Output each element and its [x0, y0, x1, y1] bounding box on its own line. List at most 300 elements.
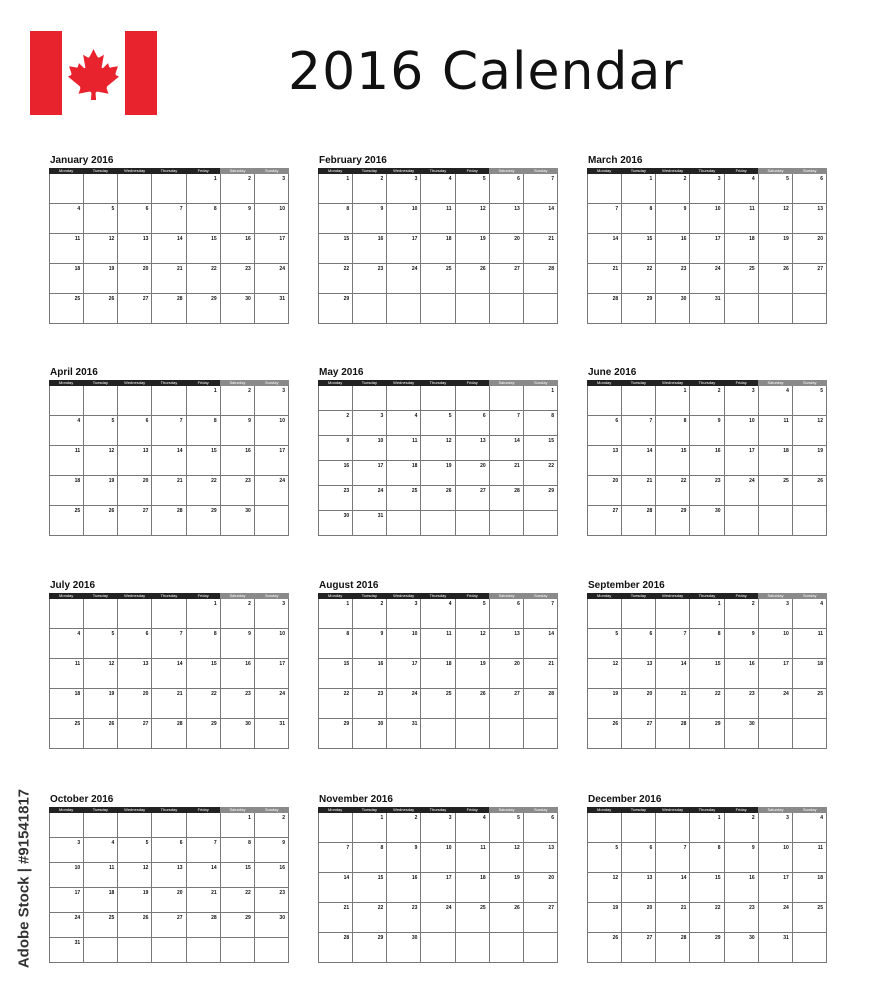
day-cell — [84, 838, 118, 863]
day-number: 10 — [279, 206, 285, 212]
day-cell — [490, 486, 524, 511]
day-cell — [656, 416, 690, 446]
day-number: 15 — [211, 236, 217, 242]
day-cell — [490, 264, 524, 294]
day-number: 11 — [74, 448, 81, 454]
weekday-header: Thursday — [152, 380, 186, 386]
day-cell — [187, 476, 221, 506]
day-cell — [793, 506, 827, 536]
day-number: 29 — [211, 508, 217, 514]
day-cell — [50, 689, 84, 719]
day-cell — [622, 659, 656, 689]
weekday-header: Tuesday — [83, 807, 117, 813]
day-number: 24 — [411, 266, 418, 272]
day-cell — [656, 386, 690, 416]
day-number: 25 — [446, 691, 452, 697]
day-number: 18 — [817, 661, 823, 667]
day-cell — [656, 476, 690, 506]
day-number: 13 — [514, 206, 520, 212]
day-cell — [622, 446, 656, 476]
day-number: 5 — [482, 176, 486, 182]
day-number: 7 — [346, 845, 350, 851]
day-number: 3 — [786, 815, 789, 821]
day-number: 15 — [343, 661, 350, 667]
day-cell — [690, 264, 724, 294]
day-number: 7 — [683, 631, 687, 637]
day-cell — [490, 659, 524, 689]
day-cell — [152, 204, 186, 234]
day-number: 20 — [177, 890, 183, 896]
day-number: 14 — [680, 661, 687, 667]
day-cell — [725, 629, 759, 659]
day-cell — [50, 863, 84, 888]
weekday-header: Saturday — [220, 168, 254, 174]
day-number: 20 — [817, 236, 823, 242]
day-cell — [524, 294, 558, 324]
day-cell — [725, 174, 759, 204]
day-cell — [152, 506, 186, 536]
flag-band-right — [125, 31, 157, 115]
day-cell — [759, 294, 793, 324]
day-cell — [387, 719, 421, 749]
day-cell — [387, 264, 421, 294]
month-title: October 2016 — [50, 794, 114, 805]
day-number: 23 — [749, 905, 755, 911]
day-number: 21 — [177, 266, 183, 272]
day-number: 10 — [749, 418, 755, 424]
day-number: 13 — [142, 448, 149, 454]
day-cell — [456, 719, 490, 749]
day-number: 4 — [77, 418, 81, 424]
day-number: 24 — [783, 905, 789, 911]
day-number: 7 — [179, 206, 183, 212]
day-cell — [456, 461, 490, 486]
day-cell — [524, 903, 558, 933]
day-cell — [725, 416, 759, 446]
day-number: 31 — [783, 935, 789, 941]
month-title: July 2016 — [50, 580, 96, 591]
day-cell — [118, 629, 152, 659]
day-cell — [353, 386, 387, 411]
day-cell — [387, 411, 421, 436]
day-cell — [319, 294, 353, 324]
day-number: 4 — [77, 206, 81, 212]
day-number: 21 — [177, 478, 183, 484]
day-number: 14 — [177, 448, 183, 454]
day-number: 14 — [548, 206, 554, 212]
day-number: 24 — [74, 915, 81, 921]
day-cell — [50, 174, 84, 204]
day-cell — [524, 511, 558, 536]
day-number: 1 — [717, 601, 721, 607]
weekday-header: Monday — [49, 168, 83, 174]
day-number: 10 — [715, 206, 721, 212]
day-number: 29 — [343, 296, 350, 302]
day-cell — [221, 888, 255, 913]
day-cell — [490, 689, 524, 719]
day-cell — [319, 461, 353, 486]
weekday-header: Friday — [724, 807, 758, 813]
day-cell — [187, 719, 221, 749]
day-number: 7 — [179, 418, 183, 424]
day-cell — [524, 436, 558, 461]
day-number: 11 — [749, 206, 755, 212]
day-cell — [793, 476, 827, 506]
day-cell — [118, 476, 152, 506]
day-number: 4 — [482, 815, 486, 821]
day-number: 7 — [179, 631, 183, 637]
day-number: 13 — [817, 206, 823, 212]
day-cell — [759, 446, 793, 476]
day-number: 25 — [480, 905, 486, 911]
day-cell — [187, 204, 221, 234]
day-number: 26 — [612, 721, 619, 727]
day-number: 12 — [817, 418, 823, 424]
weekday-header: Sunday — [524, 168, 558, 174]
day-cell — [456, 843, 490, 873]
day-number: 1 — [213, 176, 217, 182]
weekday-header: Tuesday — [352, 380, 386, 386]
day-cell — [387, 386, 421, 411]
day-cell — [793, 843, 827, 873]
day-cell — [118, 689, 152, 719]
day-number: 18 — [74, 691, 81, 697]
day-number: 17 — [446, 875, 452, 881]
weekday-header: Sunday — [255, 593, 289, 599]
day-cell — [50, 813, 84, 838]
day-cell — [690, 599, 724, 629]
day-number: 18 — [108, 890, 115, 896]
day-cell — [221, 838, 255, 863]
day-cell — [152, 294, 186, 324]
day-number: 29 — [343, 721, 350, 727]
day-cell — [588, 386, 622, 416]
day-cell — [421, 264, 455, 294]
day-cell — [353, 204, 387, 234]
day-number: 18 — [783, 448, 789, 454]
day-number: 10 — [74, 865, 81, 871]
day-number: 14 — [177, 661, 183, 667]
day-number: 18 — [411, 463, 418, 469]
day-cell — [524, 629, 558, 659]
day-number: 9 — [282, 840, 285, 846]
day-cell — [456, 436, 490, 461]
day-cell — [255, 888, 289, 913]
day-number: 30 — [749, 721, 755, 727]
day-number: 25 — [108, 915, 115, 921]
day-cell — [84, 938, 118, 963]
day-cell — [690, 659, 724, 689]
day-cell — [50, 719, 84, 749]
day-number: 3 — [77, 840, 81, 846]
day-number: 21 — [211, 890, 217, 896]
day-number: 6 — [179, 840, 183, 846]
day-number: 7 — [551, 176, 554, 182]
day-number: 8 — [683, 418, 687, 424]
day-number: 11 — [446, 631, 452, 637]
day-cell — [84, 659, 118, 689]
day-cell — [221, 264, 255, 294]
day-number: 17 — [411, 661, 418, 667]
day-number: 10 — [411, 206, 418, 212]
day-cell — [490, 933, 524, 963]
weekday-header: Sunday — [793, 593, 827, 599]
day-number: 6 — [615, 418, 619, 424]
day-number: 24 — [411, 691, 418, 697]
day-number: 3 — [751, 388, 755, 394]
day-cell — [152, 446, 186, 476]
day-cell — [524, 813, 558, 843]
day-cell — [456, 386, 490, 411]
day-cell — [793, 689, 827, 719]
day-cell — [690, 294, 724, 324]
day-cell — [759, 659, 793, 689]
day-cell — [622, 599, 656, 629]
day-cell — [118, 659, 152, 689]
weekday-header: Wednesday — [387, 807, 421, 813]
day-cell — [118, 888, 152, 913]
day-number: 28 — [680, 935, 687, 941]
day-cell — [187, 838, 221, 863]
day-cell — [456, 629, 490, 659]
day-cell — [221, 813, 255, 838]
day-cell — [759, 873, 793, 903]
day-number: 22 — [548, 463, 554, 469]
day-number: 28 — [548, 266, 554, 272]
day-number: 16 — [279, 865, 285, 871]
day-number: 6 — [649, 845, 653, 851]
day-cell — [759, 234, 793, 264]
day-cell — [490, 629, 524, 659]
day-cell — [255, 689, 289, 719]
weekday-header: Thursday — [690, 593, 724, 599]
weekday-header: Friday — [455, 380, 489, 386]
day-number: 20 — [514, 661, 520, 667]
day-number: 4 — [448, 601, 452, 607]
day-number: 29 — [715, 721, 721, 727]
day-number: 2 — [414, 815, 418, 821]
day-cell — [656, 506, 690, 536]
day-cell — [84, 174, 118, 204]
day-number: 24 — [279, 266, 285, 272]
weekday-header: Saturday — [758, 380, 792, 386]
day-cell — [221, 938, 255, 963]
day-number: 6 — [482, 413, 486, 419]
day-cell — [690, 629, 724, 659]
day-cell — [187, 629, 221, 659]
day-cell — [255, 294, 289, 324]
day-number: 30 — [245, 721, 251, 727]
day-number: 9 — [717, 418, 721, 424]
day-number: 15 — [377, 875, 384, 881]
day-cell — [118, 234, 152, 264]
day-cell — [456, 486, 490, 511]
day-cell — [187, 689, 221, 719]
day-cell — [793, 234, 827, 264]
day-number: 15 — [715, 661, 721, 667]
day-cell — [353, 873, 387, 903]
month-title: May 2016 — [319, 367, 364, 378]
day-cell — [759, 264, 793, 294]
weekday-header: Friday — [724, 168, 758, 174]
day-number: 21 — [646, 478, 653, 484]
day-cell — [622, 933, 656, 963]
day-cell — [490, 234, 524, 264]
month-title: March 2016 — [588, 155, 643, 166]
day-cell — [50, 888, 84, 913]
month-title: December 2016 — [588, 794, 662, 805]
month-title: September 2016 — [588, 580, 665, 591]
day-cell — [793, 264, 827, 294]
weekday-header: Wednesday — [118, 380, 152, 386]
day-number: 19 — [817, 448, 823, 454]
weekday-header: Monday — [587, 807, 621, 813]
day-number: 28 — [548, 691, 554, 697]
day-number: 24 — [749, 478, 755, 484]
day-cell — [84, 599, 118, 629]
day-number: 25 — [817, 691, 823, 697]
weekday-header: Thursday — [152, 807, 186, 813]
day-number: 19 — [612, 905, 619, 911]
weekday-header: Tuesday — [621, 807, 655, 813]
day-number: 3 — [380, 413, 384, 419]
weekday-header: Monday — [587, 380, 621, 386]
day-cell — [725, 264, 759, 294]
day-cell — [187, 506, 221, 536]
weekday-header: Sunday — [524, 807, 558, 813]
day-number: 16 — [245, 661, 251, 667]
day-number: 7 — [649, 418, 653, 424]
day-number: 3 — [414, 601, 418, 607]
day-number: 23 — [680, 266, 687, 272]
day-number: 3 — [786, 601, 789, 607]
day-number: 5 — [111, 418, 115, 424]
day-cell — [353, 511, 387, 536]
day-number: 1 — [346, 601, 350, 607]
weekday-header: Thursday — [421, 593, 455, 599]
day-number: 31 — [279, 721, 285, 727]
day-number: 26 — [142, 915, 149, 921]
day-number: 31 — [279, 296, 285, 302]
day-cell — [793, 813, 827, 843]
day-cell — [588, 873, 622, 903]
day-number: 28 — [612, 296, 619, 302]
day-cell — [387, 903, 421, 933]
day-cell — [656, 264, 690, 294]
day-number: 25 — [749, 266, 755, 272]
day-cell — [421, 461, 455, 486]
day-number: 12 — [108, 448, 115, 454]
month-title: January 2016 — [50, 155, 114, 166]
day-number: 30 — [715, 508, 721, 514]
weekday-header: Monday — [318, 380, 352, 386]
day-cell — [221, 599, 255, 629]
weekday-header: Sunday — [255, 168, 289, 174]
day-cell — [221, 863, 255, 888]
day-cell — [187, 938, 221, 963]
day-cell — [353, 174, 387, 204]
day-cell — [524, 204, 558, 234]
weekday-header: Monday — [587, 168, 621, 174]
day-cell — [588, 689, 622, 719]
day-number: 8 — [551, 413, 554, 419]
day-cell — [456, 933, 490, 963]
day-cell — [319, 486, 353, 511]
day-cell — [187, 386, 221, 416]
day-cell — [255, 938, 289, 963]
day-number: 12 — [612, 661, 619, 667]
day-cell — [588, 843, 622, 873]
day-number: 1 — [248, 815, 251, 821]
day-cell — [152, 599, 186, 629]
day-cell — [387, 873, 421, 903]
day-number: 19 — [108, 266, 115, 272]
day-cell — [152, 416, 186, 446]
day-number: 30 — [279, 915, 285, 921]
day-number: 29 — [548, 488, 554, 494]
day-number: 8 — [213, 631, 217, 637]
day-number: 14 — [680, 875, 687, 881]
day-number: 20 — [646, 905, 653, 911]
weekday-header: Tuesday — [621, 593, 655, 599]
day-cell — [588, 416, 622, 446]
day-number: 28 — [680, 721, 687, 727]
day-number: 6 — [145, 418, 149, 424]
day-cell — [622, 813, 656, 843]
day-number: 9 — [346, 438, 350, 444]
day-cell — [759, 386, 793, 416]
day-cell — [255, 599, 289, 629]
day-cell — [588, 264, 622, 294]
day-cell — [656, 659, 690, 689]
day-cell — [490, 174, 524, 204]
day-number: 8 — [213, 206, 217, 212]
day-cell — [84, 719, 118, 749]
day-cell — [387, 689, 421, 719]
day-number: 26 — [480, 691, 486, 697]
day-cell — [656, 204, 690, 234]
weekday-header: Saturday — [489, 380, 523, 386]
day-number: 6 — [649, 631, 653, 637]
day-number: 12 — [446, 438, 452, 444]
day-number: 15 — [211, 661, 217, 667]
day-number: 19 — [783, 236, 789, 242]
day-number: 25 — [783, 478, 789, 484]
day-number: 31 — [74, 940, 81, 946]
day-cell — [319, 234, 353, 264]
day-cell — [152, 386, 186, 416]
day-number: 4 — [448, 176, 452, 182]
day-cell — [118, 599, 152, 629]
day-cell — [255, 659, 289, 689]
day-number: 14 — [343, 875, 350, 881]
day-cell — [118, 719, 152, 749]
day-number: 1 — [551, 388, 554, 394]
day-cell — [524, 933, 558, 963]
day-number: 16 — [245, 236, 251, 242]
day-number: 14 — [514, 438, 520, 444]
weekday-header: Saturday — [220, 807, 254, 813]
day-number: 26 — [783, 266, 789, 272]
weekday-header: Monday — [49, 807, 83, 813]
day-number: 17 — [279, 236, 285, 242]
day-cell — [152, 838, 186, 863]
day-cell — [152, 689, 186, 719]
day-cell — [759, 629, 793, 659]
day-cell — [84, 629, 118, 659]
day-cell — [118, 913, 152, 938]
day-number: 3 — [282, 176, 285, 182]
